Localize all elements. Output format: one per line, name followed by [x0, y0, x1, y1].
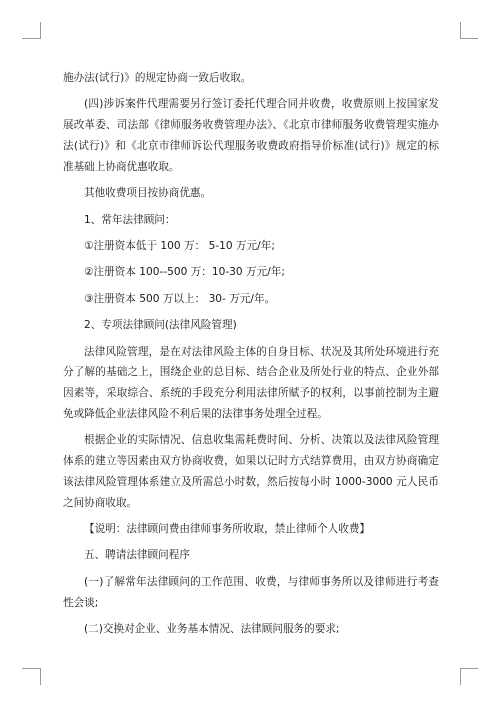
paragraph: 施办法(试行)》的规定协商一致后收取。 — [63, 72, 252, 84]
crop-mark-bottom-right — [460, 668, 461, 685]
paragraph: (一)了解常年法律顾问的工作范围、收费，与律师事务所以及律师进行考查性会谈; — [63, 575, 439, 609]
paragraph: ③注册资本 500 万以上： 30- 万元/年。 — [84, 292, 276, 305]
paragraph: ①注册资本低于 100 万： 5-10 万元/年; — [84, 239, 275, 252]
paragraph: (二)交换对企业、业务基本情况、法律顾问服务的要求; — [84, 623, 340, 636]
paragraph: 【说明：法律顾问费由律师事务所收取，禁止律师个人收费】 — [84, 523, 371, 536]
crop-mark-bottom-left — [22, 668, 40, 669]
paragraph: 2、专项法律顾问(法律风险管理) — [84, 319, 237, 332]
crop-mark-top-right — [460, 38, 478, 39]
paragraph: 五、聘请法律顾问程序 — [84, 549, 190, 562]
crop-mark-top-left — [40, 22, 41, 39]
document-body — [63, 68, 439, 645]
crop-mark-top-left — [22, 38, 40, 39]
paragraph: 根据企业的实际情况、信息收集需耗费时间、分析、决策以及法律风险管理体系的建立等因素由双方协商收费，如果以记时方式结算费用，由双方协商确定该法律风险管理体系建立及所需总小时数，然后按每小时 1000-3000 元人民币之间协商收取。 — [63, 434, 439, 509]
paragraph: 1、常年法律顾问： — [84, 213, 176, 226]
paragraph: (四)涉诉案件代理需要另行签订委托代理合同并收费，收费原则上按国家发展改革委、司法部《律师服务收费管理办法》、《北京市律师服务收费管理实施办法(试行)》和《北京市律师诉讼代理服务收费政府指导价标准(试行)》规定的标准基础上协商优惠收取。 — [63, 98, 439, 173]
crop-mark-bottom-right — [460, 668, 478, 669]
paragraph: 其他收费项目按协商优惠。 — [84, 187, 212, 200]
paragraph: 法律风险管理，是在对法律风险主体的自身目标、状况及其所处环境进行充分了解的基础之上，围绕企业的总目标、结合企业及所处行业的特点、企业外部因素等，采取综合、系统的手段充分利用法律所赋予的权利，以事前控制为主避免或降低企业法律风险不利后果的法律事务处理全过程。 — [63, 345, 439, 420]
paragraph: ②注册资本 100--500 万：10-30 万元/年; — [84, 266, 285, 279]
crop-mark-bottom-left — [40, 668, 41, 685]
crop-mark-top-right — [460, 22, 461, 39]
